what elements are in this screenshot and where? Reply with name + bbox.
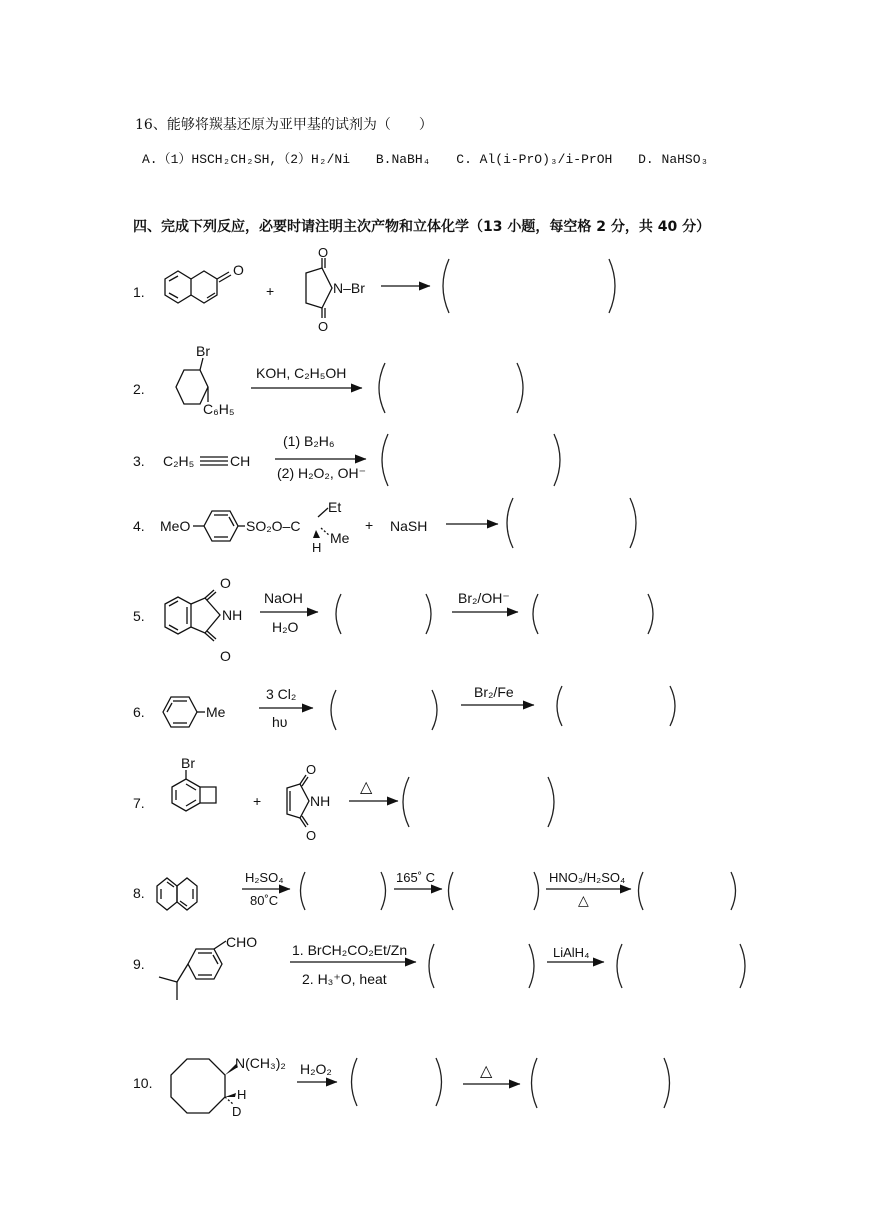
benzene-ring (204, 511, 238, 541)
option-c[interactable]: C. Al(i-PrO)₃/i-PrOH (456, 152, 613, 167)
methyl-label: Me (330, 530, 350, 546)
answer-blank-1-right[interactable] (436, 1058, 442, 1106)
reagent3-top: HNO₃/H₂SO₄ (549, 870, 626, 885)
reaction-8 (133, 870, 736, 910)
cyclooctylamine-structure (171, 1055, 286, 1119)
answer-blank-left[interactable] (379, 363, 385, 413)
answer-blank-left[interactable] (403, 777, 409, 827)
hydrogen-label: H (237, 1087, 247, 1102)
answer-blank-1-left[interactable] (336, 594, 341, 634)
deuterium-label: D (232, 1104, 242, 1119)
reagent-bottom: (2) H₂O₂, OH⁻ (277, 465, 367, 481)
reagent2-label: Br₂/Fe (474, 684, 514, 700)
reagent-top: (1) B₂H₆ (283, 433, 335, 449)
reagent2-label: 165˚ C (396, 870, 436, 885)
o-bottom: O (306, 828, 317, 843)
answer-blank-1-right[interactable] (529, 944, 534, 988)
option-d[interactable]: D. NaHSO₃ (638, 152, 709, 167)
aldehyde-label: CHO (226, 934, 258, 950)
o-top: O (306, 762, 317, 777)
section-4-title: 四、完成下列反应，必要时请注明主次产物和立体化学（13 小题，每空格 2 分，共 40 分） (133, 219, 711, 235)
ethyl-label: Et (328, 499, 342, 515)
answer-blank-1-left[interactable] (301, 872, 306, 910)
dimethylamino-label: N(CH₃)₂ (235, 1055, 286, 1071)
reaction-7 (133, 755, 554, 843)
reagent2-label: LiAlH₄ (553, 945, 590, 960)
nash-label: NaSH (390, 518, 428, 534)
answer-blank-1-left[interactable] (429, 944, 434, 988)
answer-blank-right[interactable] (630, 498, 636, 548)
answer-blank-1-left[interactable] (331, 690, 336, 730)
reaction-4 (133, 498, 636, 555)
answer-blank-1-right[interactable] (432, 690, 437, 730)
br-label: Br (196, 343, 210, 359)
answer-blank-2-left[interactable] (557, 686, 562, 726)
reaction-number: 4. (133, 518, 145, 534)
maleimide-structure (287, 762, 330, 843)
reaction-number: 1. (133, 284, 145, 300)
answer-blank-2-right[interactable] (670, 686, 675, 726)
isopropylbenzaldehyde-structure (159, 934, 257, 1000)
reagent1-bottom: 2. H₃⁺O, heat (302, 971, 387, 987)
br-label: Br (181, 755, 195, 771)
answer-blank-1-right[interactable] (381, 872, 386, 910)
answer-blank-left[interactable] (443, 259, 449, 313)
answer-blank-right[interactable] (609, 259, 615, 313)
reaction-number: 3. (133, 453, 145, 469)
answer-blank-2-right[interactable] (740, 944, 745, 988)
nh-label: NH (310, 793, 331, 809)
heat-symbol: △ (578, 892, 589, 908)
answer-blank-left[interactable] (382, 434, 388, 486)
reagent2-label: Br₂/OH⁻ (458, 590, 510, 606)
hydrogen-label: H (312, 540, 322, 555)
reagent1-bottom: H₂O (272, 619, 299, 635)
plus-sign: + (253, 793, 262, 809)
answer-blank-3-left[interactable] (639, 872, 644, 910)
plus-sign: + (365, 517, 374, 533)
reaction-number: 10. (133, 1075, 153, 1091)
heat-symbol: △ (360, 779, 373, 796)
reaction-3 (133, 433, 560, 486)
reagent1-top: NaOH (264, 590, 303, 606)
nbs-label: N–Br (333, 280, 365, 296)
reaction-2 (133, 343, 523, 417)
answer-blank-2-right[interactable] (534, 872, 539, 910)
carbonyl-o: O (233, 262, 244, 278)
answer-blank-right[interactable] (554, 434, 560, 486)
reaction-9 (133, 934, 745, 1000)
reaction-number: 7. (133, 795, 145, 811)
nbs-o-top: O (318, 245, 329, 260)
answer-blank-2-left[interactable] (533, 594, 538, 634)
answer-blank-2-left[interactable] (449, 872, 454, 910)
reaction-number: 6. (133, 704, 145, 720)
reaction-10 (133, 1055, 670, 1119)
reagent-label: KOH, C₂H₅OH (256, 365, 347, 381)
nbs-o-bottom: O (318, 319, 329, 334)
toluene-structure (163, 697, 226, 727)
phenyl-label: C₆H₅ (203, 401, 235, 417)
heat-symbol: △ (480, 1063, 493, 1080)
o-top: O (220, 575, 231, 591)
option-b[interactable]: B.NaBH₄ (375, 152, 431, 167)
nh-label: NH (222, 607, 243, 623)
reagent1-top: 3 Cl₂ (266, 686, 297, 702)
bromobenzocyclobutene-structure (172, 755, 216, 811)
naphthalene-structure (157, 878, 197, 910)
reagent1-bottom: 80˚C (250, 893, 279, 908)
reaction-1 (133, 245, 615, 334)
option-a[interactable]: A.（1）HSCH₂CH₂SH,（2）H₂/Ni (142, 152, 351, 167)
answer-blank-left[interactable] (507, 498, 513, 548)
answer-blank-2-left[interactable] (617, 944, 622, 988)
answer-blank-right[interactable] (548, 777, 554, 827)
ch-label: CH (230, 453, 251, 469)
phthalimide-structure (165, 575, 242, 664)
nbs-structure (306, 245, 365, 334)
reagent1-top: H₂SO₄ (245, 870, 284, 885)
reaction-6 (133, 684, 675, 730)
answer-blank-right[interactable] (517, 363, 523, 413)
reaction-5 (133, 575, 653, 664)
methoxy-label: MeO (160, 518, 191, 534)
methyl-label: Me (206, 704, 226, 720)
reaction-number: 2. (133, 381, 145, 397)
answer-blank-2-right[interactable] (664, 1058, 670, 1108)
reagent1-top: 1. BrCH₂CO₂Et/Zn (292, 942, 408, 958)
answer-blank-2-left[interactable] (532, 1058, 538, 1108)
answer-blank-1-left[interactable] (352, 1058, 358, 1106)
reagent1-label: H₂O₂ (300, 1061, 332, 1077)
sulfonate-label: SO₂O–C (246, 518, 301, 534)
plus-sign: + (266, 283, 275, 299)
reaction-number: 5. (133, 608, 145, 624)
reaction-number: 9. (133, 956, 145, 972)
ethyl-label: C₂H₅ (163, 453, 195, 469)
question-16-stem: 16、能够将羰基还原为亚甲基的试剂为（ ） (135, 117, 433, 133)
o-bottom: O (220, 648, 231, 664)
answer-blank-3-right[interactable] (731, 872, 736, 910)
answer-blank-2-right[interactable] (648, 594, 653, 634)
reagent1-bottom: hυ (272, 714, 288, 730)
naphthalenone-structure (165, 262, 244, 303)
reaction-number: 8. (133, 885, 145, 901)
answer-blank-1-right[interactable] (426, 594, 431, 634)
bromocyclohexane-structure (176, 343, 235, 417)
